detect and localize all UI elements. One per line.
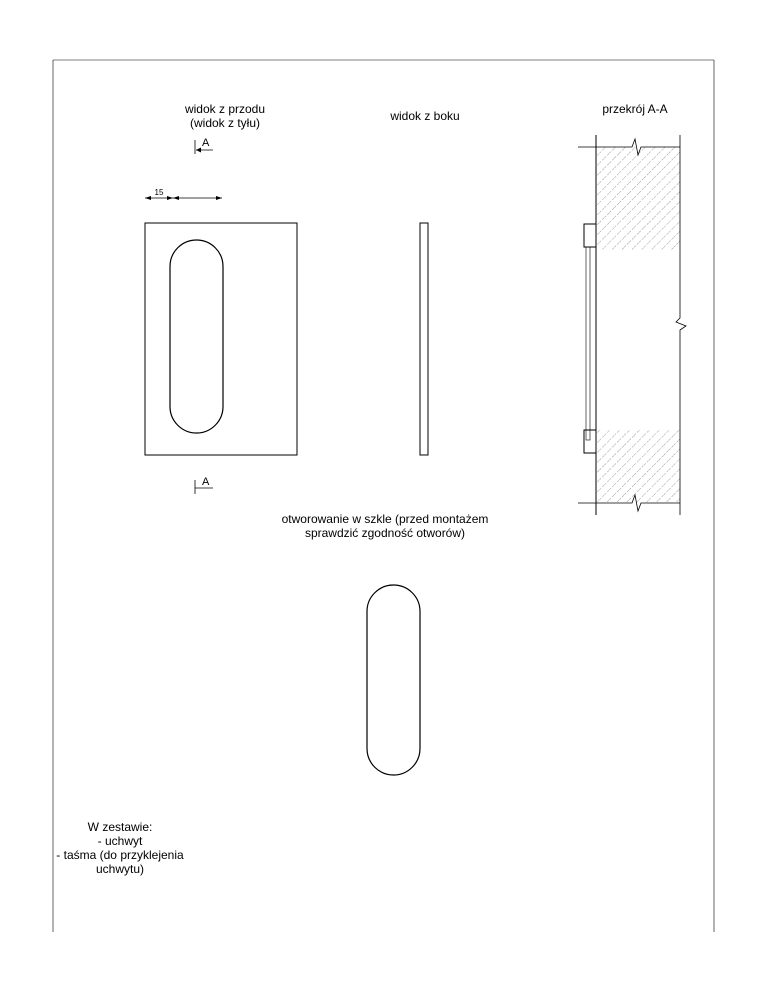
front-view-title-line1: widok z przodu <box>184 102 266 116</box>
section-marker-top-label: A <box>202 137 210 149</box>
kit-contents-item2-cont: uchwytu) <box>95 862 145 876</box>
kit-contents-heading: W zestawie: <box>87 820 153 834</box>
side-view-plate <box>420 223 428 455</box>
cutout-caption <box>250 512 520 540</box>
side-view-title: widok z boku <box>390 109 460 123</box>
front-view-slot <box>170 240 223 433</box>
cutout-caption-line1: otworowanie w szkle (przed montażem <box>281 512 489 526</box>
kit-contents-item2: - taśma (do przyklejenia <box>56 848 184 862</box>
section-view-title: przekrój A-A <box>602 102 668 116</box>
front-view-title-line2: (widok z tyłu) <box>189 116 260 130</box>
kit-contents-item1: - uchwyt <box>97 834 143 848</box>
cutout-caption-line2: sprawdzić zgodność otworów) <box>304 526 466 540</box>
section-aa-drawing <box>578 135 686 515</box>
front-view-title <box>170 102 280 130</box>
dimension-15-label: 15 <box>154 188 164 197</box>
section-marker-bottom-label: A <box>202 476 210 488</box>
glass-cutout-slot <box>367 585 420 775</box>
kit-contents <box>55 820 185 876</box>
